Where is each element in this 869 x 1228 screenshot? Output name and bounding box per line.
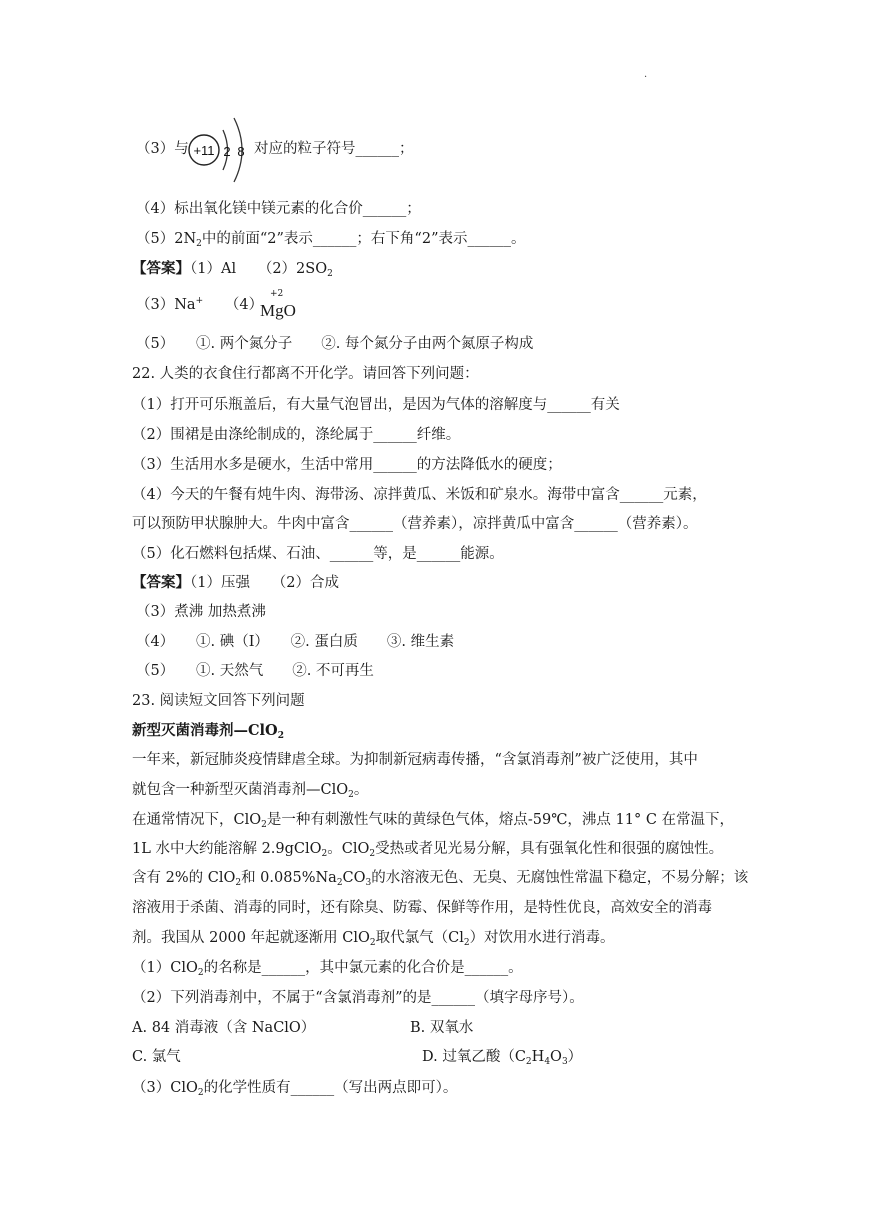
q23-option-b: B. 双氧水 xyxy=(410,1020,474,1036)
q23-part3: （3）ClO$_2$的化学性质有______（写出两点即可）。 xyxy=(132,1080,458,1098)
q22-title: 22. 人类的衣食住行都离不开化学。请回答下列问题： xyxy=(132,366,479,382)
q21-part5: $(5)2N_2$中的前面“2”表示______；右下角“2”表示______。 xyxy=(136,231,526,249)
q22-part4-line1: （4）今天的午餐有炖牛肉、海带汤、凉拌黄瓜、米饭和矿泉水。海带中富含______元素， xyxy=(132,487,707,503)
q23-paragraph1-line1: 一年来，新冠肺炎疫情肆虐全球。为抑制新冠病毒传播，“含氯消毒剂”被广泛使用，其中 xyxy=(132,752,698,768)
q21-answer-line3: （5） ①. 两个氮分子 ②. 每个氮分子由两个氮原子构成 xyxy=(136,336,534,352)
q21-part4: （4）标出氧化镁中镁元素的化合价______； xyxy=(136,201,421,217)
q23-paragraph3-line1: 含有 2%的 ClO$_2$和 $0.085\%Na_2CO_3$的水溶液无色、无臭、无腐蚀性常温下稳定，不易分解；该 xyxy=(132,870,749,888)
q23-paragraph3-line2: 溶液用于杀菌、消毒的同时，还有除臭、防霉、保鲜等作用，是特性优良，高效安全的消毒 xyxy=(132,900,712,916)
page-mark: · xyxy=(644,72,648,83)
q22-part5: （5）化石燃料包括煤、石油、______等，是______能源。 xyxy=(132,546,504,562)
answer-label: 【答案】 xyxy=(132,260,190,277)
q23-paragraph3-line3: 剂。我国从 2000 年起就逐渐用 ClO$_2$取代氯气$(Cl_2)$对饮用水进行消毒。 xyxy=(132,930,615,948)
q21-answer-line2: （3）Na+ （4） xyxy=(136,296,264,313)
q23-part2: （2）下列消毒剂中，不属于“含氯消毒剂”的是______（填字母序号）。 xyxy=(132,990,584,1006)
q23-paragraph2-line2: 1L 水中大约能溶解 2.9gClO$_2$。ClO$_2$受热或者见光易分解，具有强氧化性和很强的腐蚀性。 xyxy=(132,841,724,859)
nucleus-charge: +11 xyxy=(193,143,215,158)
q22-answer-line1: 【答案】（1）压强 （2）合成 xyxy=(132,574,339,591)
q22-answer-line4: （5） ①. 天然气 ②. 不可再生 xyxy=(136,663,374,679)
q23-part1: （1）ClO$_2$的名称是______，其中氯元素的化合价是______。 xyxy=(132,960,523,978)
answer-label: 【答案】 xyxy=(132,574,190,591)
mgo-valence: +2 xyxy=(270,289,284,299)
q21-answer-line1: 【答案】（1）Al $(2)2SO_2$ xyxy=(132,260,333,279)
shell1-electrons: 2 xyxy=(223,144,231,159)
q23-option-a: A. 84 消毒液（含 NaClO） xyxy=(132,1020,316,1036)
q21-part3-prefix: （3）与 xyxy=(136,141,189,157)
q22-answer-line3: （4） ①. 碘（I） ②. 蛋白质 ③. 维生素 xyxy=(136,634,455,650)
q22-part4-line2: 可以预防甲状腺肿大。牛肉中富含______（营养素），凉拌黄瓜中富含______（营养素）。 xyxy=(132,516,698,532)
q23-paragraph2-line1: 在通常情况下，ClO$_2$是一种有刺激性气味的黄绿色气体，熔点-59℃，沸点 11° C 在常温下， xyxy=(132,812,735,830)
q22-part2: （2）围裙是由涤纶制成的，涤纶属于______纤维。 xyxy=(132,427,461,443)
mgo-formula: MgO xyxy=(260,301,296,320)
shell2-electrons: 8 xyxy=(237,144,245,159)
q22-part3: （3）生活用水多是硬水，生活中常用______的方法降低水的硬度； xyxy=(132,457,562,473)
q23-title: 23. 阅读短文回答下列问题 xyxy=(132,693,305,709)
q21-part3-suffix: 对应的粒子符号______； xyxy=(254,141,414,157)
q23-option-c: C. 氯气 xyxy=(132,1049,181,1065)
q23-article-heading: 新型灭菌消毒剂—ClO$_2$ xyxy=(132,722,284,741)
sodium-ion-structure-diagram xyxy=(186,110,256,190)
q23-paragraph1-line2: 就包含一种新型灭菌消毒剂—ClO$_2$。 xyxy=(132,782,369,800)
q22-part1: （1）打开可乐瓶盖后，有大量气泡冒出，是因为气体的溶解度与______有关 xyxy=(132,397,620,413)
q22-answer-line2: （3）煮沸 加热煮沸 xyxy=(136,604,266,620)
q23-option-d: D. 过氧乙酸$(C_2H_4O_3)$ xyxy=(422,1049,583,1067)
